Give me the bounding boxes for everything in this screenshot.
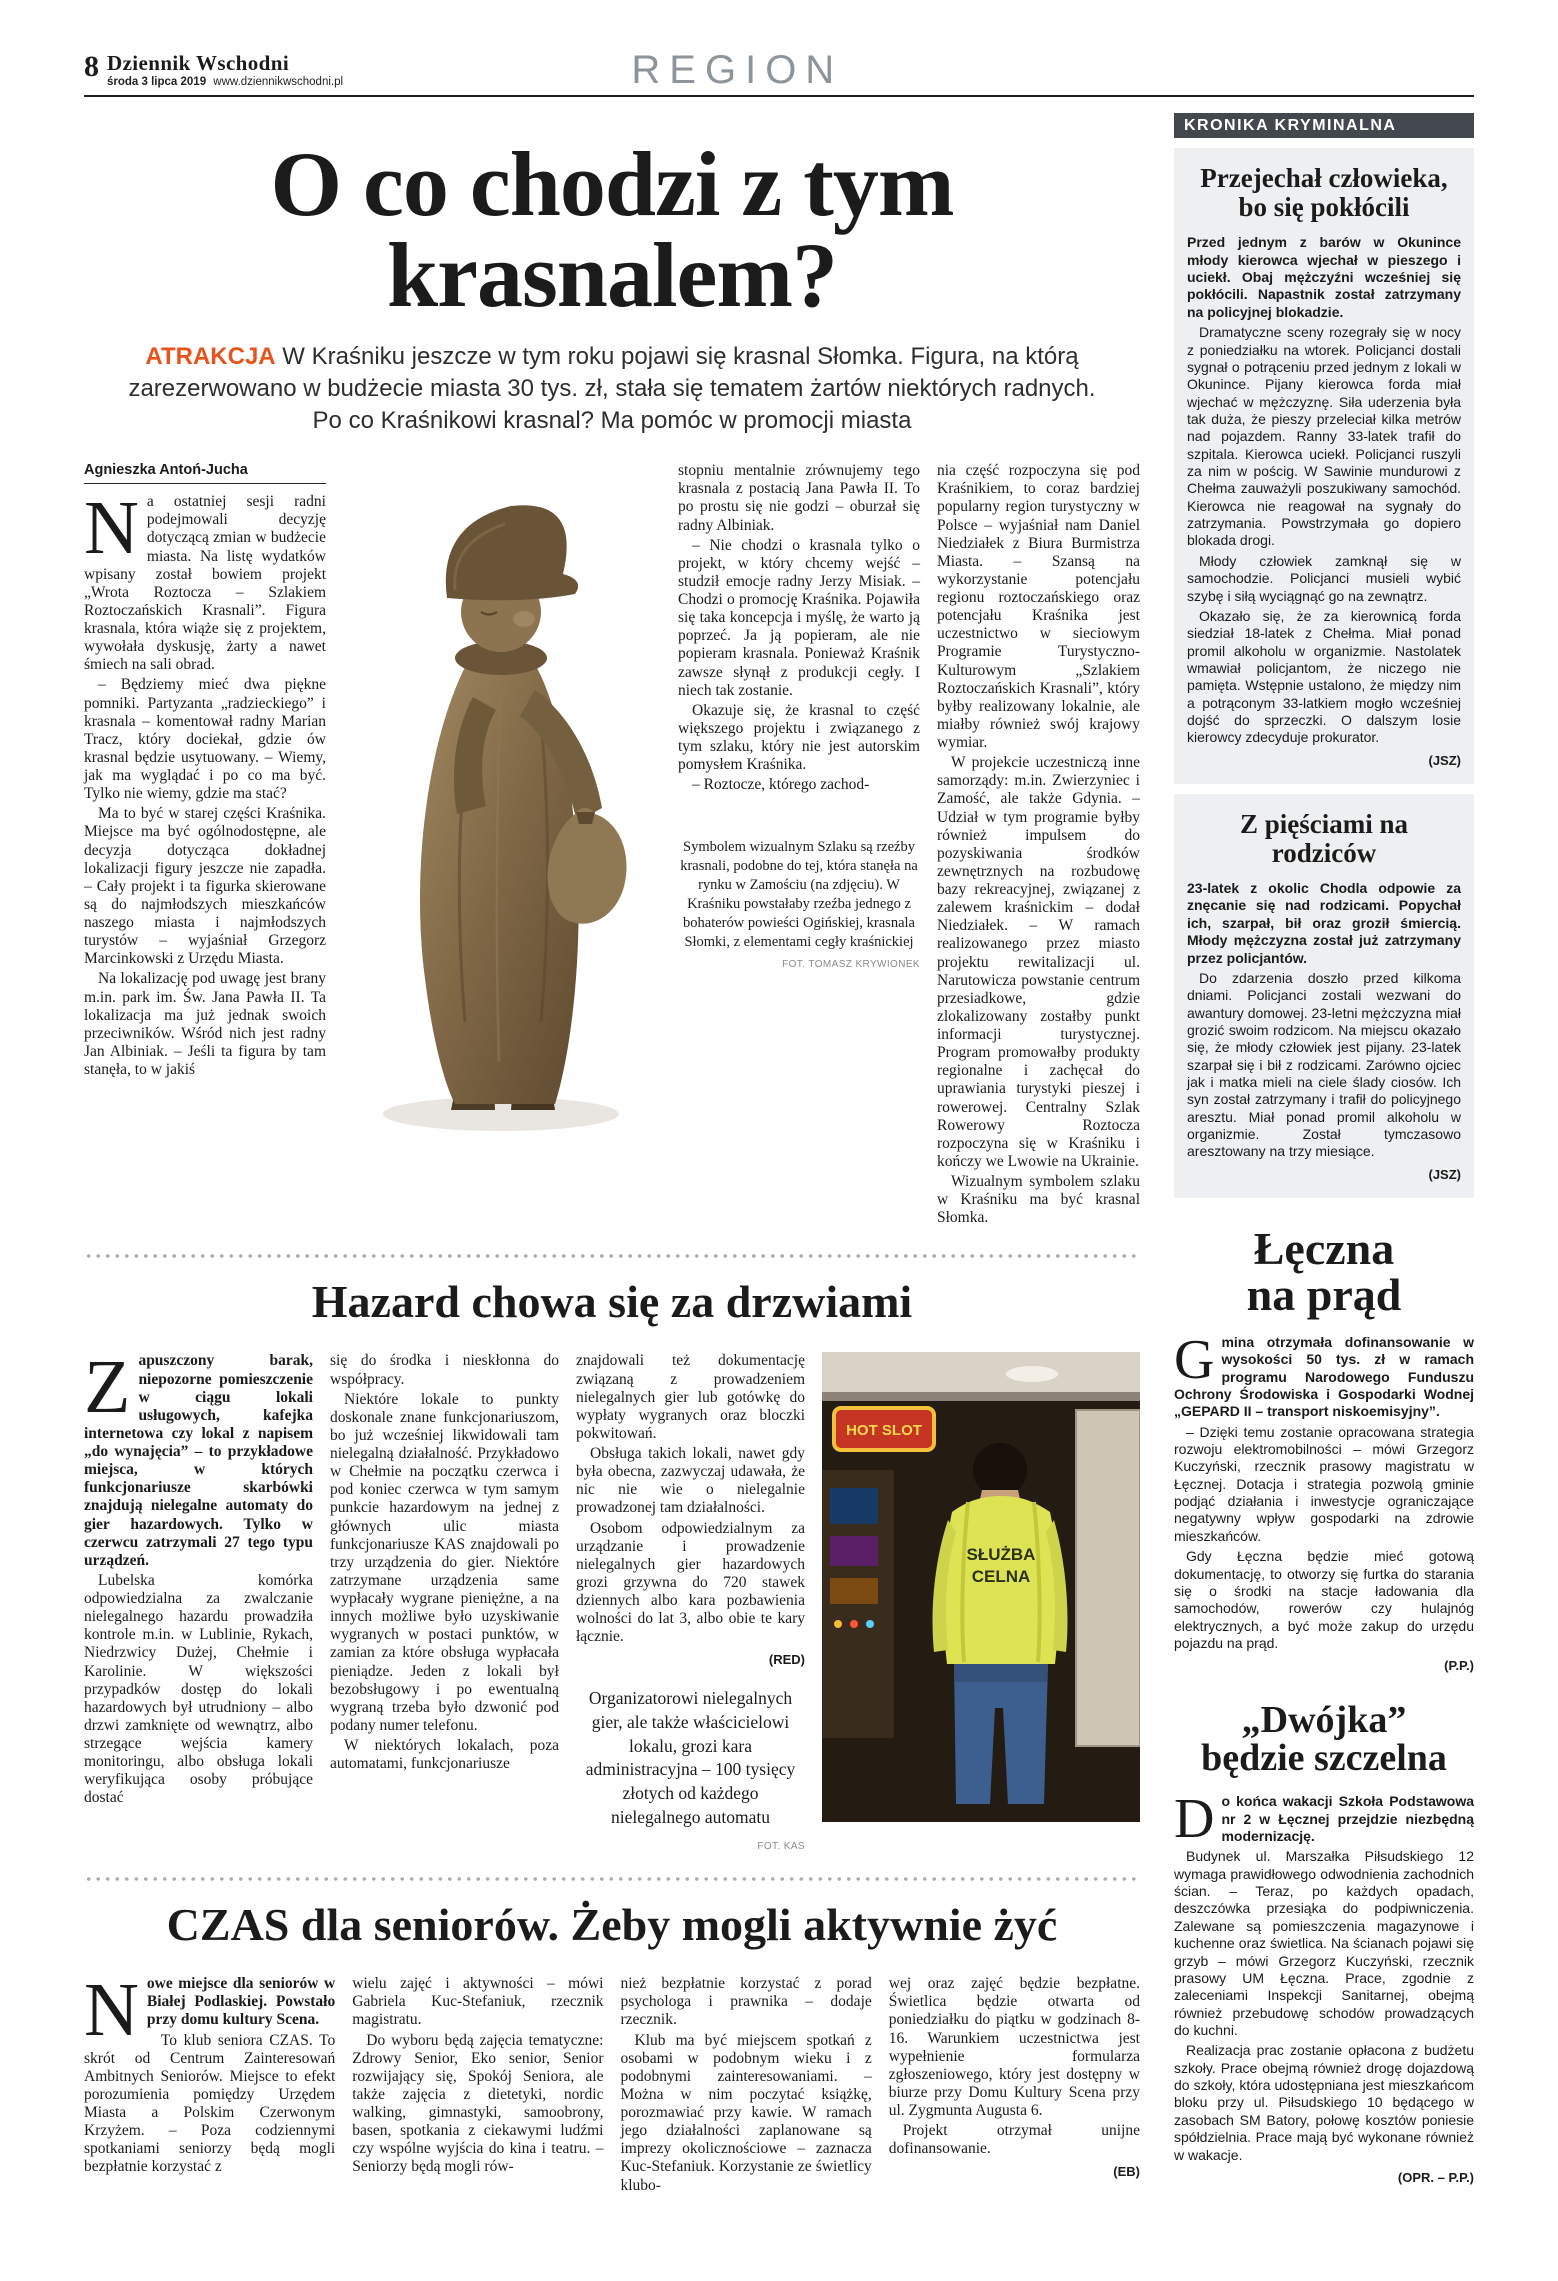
leczna-headline: Łęczna na prąd bbox=[1246, 1222, 1402, 1320]
paragraph: – Nie chodzi o krasnala tylko o projekt, w który chcemy wejść – studził emocje radny Jerzy Misiak. – Chodzi o promocję Kraśnika. Pojawiła się taka koncepcja i myślę, że warto ją poprzeć. Ja ją popieram, ale nie popieram krasnala. Ponieważ Kraśnik zawsze słynął z produkcji cegły. I niech tak zostanie. bbox=[678, 536, 920, 699]
drop-cap: N bbox=[84, 486, 139, 571]
dotted-divider bbox=[84, 1253, 1140, 1259]
website-url: www.dziennikwschodni.pl bbox=[213, 76, 344, 89]
hazard-photo bbox=[822, 1352, 1140, 1827]
paragraph: mina otrzymała dofinansowanie w wysokości 50 tys. zł w ramach programu Narodowego Funduszu Ochrony Środowiska i Gospodarki Wodnej „GEPARD II – transport niskoemisyjny”. bbox=[1174, 1333, 1474, 1420]
author-sign: (JSZ) bbox=[1428, 752, 1461, 768]
page-header bbox=[84, 48, 1474, 97]
paragraph: Obsługa takich lokali, nawet gdy była obecna, zazwyczaj udawała, że nic nie wie o nielegalnie prowadzonej tam działalności. bbox=[576, 1445, 805, 1517]
body-text bbox=[621, 1975, 872, 2195]
paragraph: – Będziemy mieć dwa piękne pomniki. Partyzanta „radzieckiego” i krasnala – komentował radny Marian Tracz, który dociekał, gdzie ów krasnal będzie usytuowany. – Wiemy, jak ma wyglądać i po co ma być. Tylko nie wiemy, gdzie ma stać? bbox=[84, 676, 326, 803]
body-text bbox=[330, 1352, 559, 1773]
paragraph: 23-latek z okolic Chodla odpowie za znęcanie się nad rodzicami. Popychał ich, szarpał, bił oraz groził śmiercią. Młody mężczyzna został już zatrzymany przez policjantów. bbox=[1187, 880, 1461, 966]
paragraph: W niektórych lokalach, poza automatami, funkcjonariusze bbox=[330, 1737, 559, 1773]
krasnal-column-1 bbox=[84, 462, 326, 1081]
krasnal-column-3 bbox=[937, 462, 1140, 1229]
headline-line-2: krasnalem? bbox=[387, 224, 837, 327]
main-headline bbox=[94, 133, 1130, 327]
hazard-column-3 bbox=[576, 1352, 805, 1852]
author-sign: (EB) bbox=[1113, 2164, 1140, 2180]
page-number: 8 bbox=[84, 50, 99, 83]
dotted-divider bbox=[84, 1876, 1140, 1882]
body-text bbox=[352, 1975, 603, 2176]
customs-officer-illustration bbox=[822, 1352, 1140, 1822]
paragraph: Młody człowiek zamknął się w samochodzie. Policjanci musieli wybić szybę i siłą wyciągnąć go na zewnątrz. bbox=[1187, 552, 1461, 604]
article-lead bbox=[112, 341, 1112, 436]
paragraph: To klub seniora CZAS. To skrót od Centrum Zainteresowań Ambitnych Seniorów. Miejsce to efekt porozumienia pomiędzy Urzędem Miasta a Polskim Czerwonym Krzyżem. – Poza codziennymi spotkaniami seniorzy będą mogli bezpłatnie korzystać z bbox=[84, 2031, 336, 2176]
paragraph: stopniu mentalnie zrównujemy tego krasnala z postacią Jana Pawła II. To po prostu się nie godzi – oburzał się radny Albiniak. bbox=[678, 462, 920, 534]
paragraph: Dramatyczne sceny rozegrały się w nocy z poniedziałku na wtorek. Policjanci dostali sygnał o potrąceniu przed jednym z lokali w Okunince. Pijany kierowca forda miał wjechać w mężczyznę. Siła uderzenia była tak duża, że pieszy przeleciał kilka metrów nad pojazdem. Ranny 33-latek trafił do szpitala. Kierowca uciekł. Policjanci ruszyli za nim w pościg. W Sawinie mundurowi z Chełma zauważyli poszukiwany samochód. Kierowca nie reagował na sygnały do zatrzymania. Powstrzymała go dopiero blokada drogi. bbox=[1187, 324, 1461, 549]
body-text bbox=[937, 462, 1140, 1227]
author-sign: (P.P.) bbox=[1444, 1658, 1474, 1674]
paragraph: o końca wakacji Szkoła Podstawowa nr 2 w Łęcznej przejdzie niezbędną modernizację. bbox=[1221, 1793, 1474, 1845]
kronika-title-1: Przejechał człowieka, bo się pokłócili bbox=[1200, 163, 1448, 223]
body-text bbox=[1187, 880, 1461, 1161]
dwojka-headline: „Dwójka” będzie szczelna bbox=[1201, 1699, 1447, 1780]
photo-credit: FOT. TOMASZ KRYWIONEK bbox=[782, 958, 920, 970]
paragraph: Na lokalizację pod uwagę jest brany m.in. park im. Św. Jana Pawła II. Ta lokalizacja ma już jednak swoich przeciwników. Wśród nich jest radny Jan Albiniak. – Jeśli ta figura by tam stanęła, to w jakiś bbox=[84, 970, 326, 1079]
hazard-headline: Hazard chowa się za drzwiami bbox=[311, 1276, 913, 1328]
paragraph: Do wyboru będą zajęcia tematyczne: Zdrowy Senior, Eko senior, Senior rozwijający się, Spokój Seniora, ale także zajęcia z dietetyki, nordic walking, gimnastyki, samoobrony, basen, spotkania z ciekawymi ludźmi czy wspólne wyjścia do kina i teatru. – Seniorzy będą mogli rów- bbox=[352, 2031, 604, 2176]
vest-text-line-1: SŁUŻBA bbox=[966, 1545, 1036, 1565]
pull-quote: Organizatorowi nielegalnych gier, ale także właścicielowi lokalu, grozi kara administracyjna – 100 tysięcy złotych od każdego nielegalnego automatu bbox=[585, 1688, 796, 1827]
body-text bbox=[678, 462, 920, 794]
paragraph: wej oraz zajęć będzie bezpłatne. Świetlica będzie otwarta od poniedziałku do piątku w godzinach 8-16. Warunkiem uczestnictwa jest wypełnienie formularza zgłoszeniowego, który jest dostępny w biurze przy Domu Kultury Scena przy ul. Zygmunta Augusta 6. bbox=[888, 1975, 1140, 2120]
paragraph: Lubelska komórka odpowiedzialna za zwalczanie nielegalnego hazardu prowadziła kontrole m.in. w Lublinie, Rykach, Niedrzwicy Dużej, Chełmie i Karolinie. W większości przypadków dostęp do lokali hazardowych był utrudniony – albo drzwi zamknięte od wewnątrz, albo strzegące wejścia kamery monitoringu, albo obsługa lokali weryfikująca osoby próbujące dostać bbox=[84, 1571, 313, 1807]
hazard-column-2 bbox=[330, 1352, 559, 1775]
paragraph: Klub ma być miejscem spotkań z osobami w podobnym wieku i z podobnymi zainteresowaniami. – Można w nim poczytać książkę, porozmawiać przy kawie. W ramach jego działalności zaplanowane są imprezy okolicznościowe – zaznacza Kuc-Stefaniuk. Korzystanie ze świetlicy klubo- bbox=[620, 2031, 872, 2194]
date-text: środa 3 lipca 2019 bbox=[107, 76, 207, 89]
paragraph: W projekcie uczestniczą inne samorządy: m.in. Zwierzyniec i Zamość, ale także Gdynia. – Udział w tym programie byłby również impulsem do pozyskiwania środków zewnętrznych na rozbudowę bazy rekreacyjnej, związanej z zalewem kraśnickim – dodał Niedziałek. – W ramach realizowanego przez miasto projektu rewitalizacji ul. Narutowicza powstanie centrum przesiadkowe, gdzie zlokalizowany zostałby punkt informacji turystycznej. Program promowałby produkty regionalne i zachęcał do uprawiania turystyki pieszej i rowerowej. Centralny Szlak Rowerowy Roztocza rozpoczyna się w Kraśniku i kończy we Lwowie na Ukrainie. bbox=[937, 754, 1140, 1170]
seniors-column-1 bbox=[84, 1968, 336, 2178]
masthead: Dziennik Wschodni bbox=[107, 51, 290, 75]
krasnal-statue-illustration bbox=[343, 462, 661, 1152]
paragraph: – Dzięki temu zostanie opracowana strategia rozwoju elektromobilności – mówi Grzegorz Kuczyński, rzecznik prasowy magistratu w Łęcznej. Dotacja i strategia pozwolą gminie podjąć działania i inwestycje ograniczające negatywny wpływ gospodarki na zdrowie mieszkańców. bbox=[1174, 1423, 1474, 1544]
lead-text: W Kraśniku jeszcze w tym roku pojawi się krasnal Słomka. Figura, na którą zarezerwowano w budżecie miasta 30 tys. zł, stała się tematem żartów niektórych radnych. Po co Kraśnikowi krasnal? Ma pomóc w promocji miasta bbox=[128, 343, 1096, 434]
photo-credit: FOT. KAS bbox=[757, 1841, 805, 1853]
paragraph: znajdowali też dokumentację związaną z prowadzeniem nielegalnych gier lub gotówkę do wypłaty wygranych oraz bloczki pokwitowań. bbox=[576, 1352, 805, 1442]
paragraph: Przed jednym z barów w Okunince młody kierowca wjechał w pieszego i uciekł. Obaj mężczyźni wcześniej się pokłócili. Napastnik został zatrzymany na policyjnej blokadzie. bbox=[1187, 234, 1461, 320]
paragraph: Gdy Łęczna będzie mieć gotową dokumentację, to otworzy się furtka do starania się o środki na stacje ładowania dla samochodów, rowerów czy hulajnóg elektrycznych, a być może zakup do urzędu pojazdu na prąd. bbox=[1174, 1548, 1474, 1651]
hot-slot-sign-text: HOT SLOT bbox=[846, 1422, 922, 1440]
paragraph: Ma to być w starej części Kraśnika. Miejsce ma być ogólnodostępne, ale decyzja dotycząca dokładnej lokalizacji figury jeszcze nie zapadła. – Cały projekt i ta figurka skierowane są do najmłodszych mieszkańców naszego miasta i najmłodszych turystów – wyjaśniał Grzegorz Marcinkowski z Urzędu Miasta. bbox=[84, 805, 326, 968]
article-seniors bbox=[84, 1898, 1140, 2197]
paragraph: się do środka i nieskłonna do współpracy. bbox=[330, 1352, 559, 1388]
body-text bbox=[84, 486, 326, 1079]
drop-cap: G bbox=[1174, 1328, 1215, 1391]
paragraph: Projekt otrzymał unijne dofinansowanie. bbox=[888, 2122, 1140, 2158]
paragraph: Wizualnym symbolem szlaku w Kraśniku ma być krasnal Słomka. bbox=[937, 1173, 1140, 1227]
paragraph: Okazuje się, że krasnal to część większego projektu i związanego z tym szlaku, który nie jest autorskim pomysłem Kraśnika. bbox=[678, 701, 920, 774]
drop-cap: Z bbox=[84, 1345, 131, 1430]
body-text bbox=[1187, 234, 1461, 746]
photo-caption: Symbolem wizualnym Szlaku są rzeźby krasnali, podobne do tej, która stanęła na rynku w Zamościu (na zdjęciu). W Kraśniku powstałaby rzeźba jednego z bohaterów powieści Ogińskiej, krasnala Słomki, z elementami cegły kraśnickiej bbox=[680, 839, 918, 950]
drop-cap: N bbox=[84, 1968, 139, 2053]
krasnal-column-2 bbox=[678, 462, 920, 969]
kronika-title-2: Z pięściami na rodziców bbox=[1239, 808, 1408, 868]
hazard-column-1 bbox=[84, 1345, 313, 1809]
paragraph: owe miejsce dla seniorów w Białej Podlaskiej. Powstało przy domu kultury Scena. bbox=[146, 1975, 336, 2029]
paragraph: Niektóre lokale to punkty doskonale znane funkcjonariuszom, bo już wcześniej likwidowali tam nielegalną działalność. Przykładowo w Chełmie na początku czerwca i pod koniec czerwca w tym samym punkcie hazardowym na jednej z głównych ulic miasta funkcjonariusze KAS znajdowali po trzy urządzenia do gier. Niektóre zatrzymane urządzenia same wypłacały wygrane pieniężne, a na innych możliwe było uzyskiwanie wygranych w postaci punktów, w zamian za które obsługa wypłacała pieniądze. Jeden z lokali był bezobsługowy i po ewentualną wygraną trzeba było dzwonić pod podany numer telefonu. bbox=[330, 1390, 559, 1734]
author-sign: (OPR. – P.P.) bbox=[1397, 2169, 1474, 2185]
paragraph: Okazało się, że za kierownicą forda siedział 18-latek z Chełma. Miał ponad promil alkoholu w organizmie. Nastolatek wmawiał policjantom, że niczego nie pamięta. Wstępnie ustalono, że między nim a potrąconym 33-latkiem mogło wcześniej dojść do sprzeczki. O dalszym losie kierowcy zdecyduje prokurator. bbox=[1187, 607, 1461, 746]
section-title: REGION bbox=[631, 48, 844, 93]
article-leczna bbox=[1174, 1222, 1474, 1674]
dateline bbox=[107, 76, 343, 88]
author-sign: (JSZ) bbox=[1428, 1166, 1461, 1182]
author-sign: (RED) bbox=[768, 1652, 805, 1668]
body-text bbox=[1174, 1788, 1474, 2164]
paragraph: nież bezpłatnie korzystać z porad psychologa i prawnika – dodaje rzecznik. bbox=[620, 1975, 872, 2029]
article-hazard bbox=[84, 1275, 1140, 1852]
article-krasnal bbox=[84, 133, 1140, 1229]
paragraph: nia część rozpoczyna się pod Kraśnikiem, to coraz bardziej popularny region turystyczny w Polsce – wyjaśniał nam Daniel Niedziałek z Biura Burmistrza Miasta. – Szansą na wykorzystanie potencjału regionu roztoczańskiego oraz potencjału Kraśnika jest uczestnictwo w sieciowym Programie Turystyczno-Kulturowym „Szlakiem Roztoczańskich Krasnali”, który byłby realizowany lokalnie, ale miałby również swój krajowy wymiar. bbox=[937, 462, 1140, 752]
paragraph: Do zdarzenia doszło przed kilkoma dniami. Policjanci zostali wezwani do awantury domowej. 23-letni mężczyzna miał grozić swoim rodzicom. Na miejscu okazało się, że młody człowiek jest pijany. 23-latek szarpał się i bił z rodzicami. Zarówno ojciec jak i matka mieli na ciele ślady ciosów. Ich syn został zatrzymany i trafił do policyjnego aresztu. Miał ponad promil alkoholu w organizmie. Został tymczasowo aresztowany na trzy miesiące. bbox=[1187, 969, 1461, 1160]
byline: Agnieszka Antoń-Jucha bbox=[84, 462, 326, 484]
paragraph: Budynek ul. Marszałka Piłsudskiego 12 wymaga prawidłowego odwodnienia zachodnich ścian. – Teraz, po każdych opadach, deszczówka przesiąka do podpiwniczenia. Zalewane są pomieszczenia magazynowe i kuchenne oraz świetlica. Na ścianach pojawi się grzyb – mówi Grzegorz Kuczyński, rzecznik prasowy UM Łęczna. Prace, zgodnie z zaleceniami Inspekcji Sanitarnej, obejmą również przebudowę schodów prowadzących do kuchni. bbox=[1174, 1848, 1474, 2038]
headline-line-1: O co chodzi z tym bbox=[270, 133, 954, 236]
kicker: ATRAKCJA bbox=[145, 343, 276, 371]
main-column bbox=[84, 113, 1140, 2197]
paragraph: Realizacja prac zostanie opłacona z budżetu szkoły. Prace obejmą również drogę dojazdową do szkoły, która udostępniana jest mieszkańcom bloku przy ul. Piłsudskiego 10 będącego w zasobach SM Batory, połowę kosztów poniesie spółdzielnia. Prace mają być wykonane również w wakacje. bbox=[1174, 2042, 1474, 2163]
paragraph: a ostatniej sesji radni podejmowali decyzję dotyczącą zmian w budżecie miasta. Na listę wydatków wpisany został bowiem projekt „Wrota Roztocza – Szlakiem Roztoczańskich Krasnali”. Figura krasnala, która wiąże się z projektem, wywołała dyskusję, żarty a nawet śmiech na sali obrad. bbox=[84, 493, 326, 674]
kronika-article-2 bbox=[1174, 794, 1474, 1198]
drop-cap: D bbox=[1174, 1788, 1215, 1851]
masthead-block bbox=[84, 52, 343, 88]
body-text bbox=[889, 1975, 1140, 2158]
paragraph: wielu zajęć i aktywności – mówi Gabriela Kuc-Stefaniuk, rzecznik magistratu. bbox=[352, 1975, 604, 2029]
paragraph: Osobom odpowiedzialnym za urządzanie i prowadzenie nielegalnych gier hazardowych grozi grzywna do 720 stawek dziennych albo kara pozbawienia wolności do lat 3, albo obie te kary łącznie. bbox=[576, 1519, 805, 1646]
vest-text-line-2: CELNA bbox=[971, 1567, 1031, 1587]
seniors-headline: CZAS dla seniorów. Żeby mogli aktywnie żyć bbox=[166, 1899, 1058, 1951]
kronika-header-bar: KRONIKA KRYMINALNA bbox=[1174, 113, 1474, 138]
kronika-article-1 bbox=[1174, 148, 1474, 784]
body-text bbox=[576, 1352, 805, 1646]
paragraph: – Roztocze, którego zachod- bbox=[692, 776, 870, 794]
seniors-column-2 bbox=[352, 1975, 603, 2178]
article-dwojka bbox=[1174, 1701, 1474, 2185]
sidebar bbox=[1174, 113, 1474, 2197]
krasnal-photo bbox=[343, 462, 661, 1157]
seniors-column-3 bbox=[621, 1975, 872, 2197]
paragraph: apuszczony barak, niepozorne pomieszczenie w ciągu lokali usługowych, kafejka internetowa czy lokal z napisem „do wynajęcia” – to przykładowe miejsca, w których funkcjonariusze skarbówki znajdują nielegalne automaty do gier hazardowych. Tylko w czerwcu zatrzymali 27 tego typu urządzeń. bbox=[84, 1352, 313, 1569]
seniors-column-4 bbox=[889, 1975, 1140, 2187]
